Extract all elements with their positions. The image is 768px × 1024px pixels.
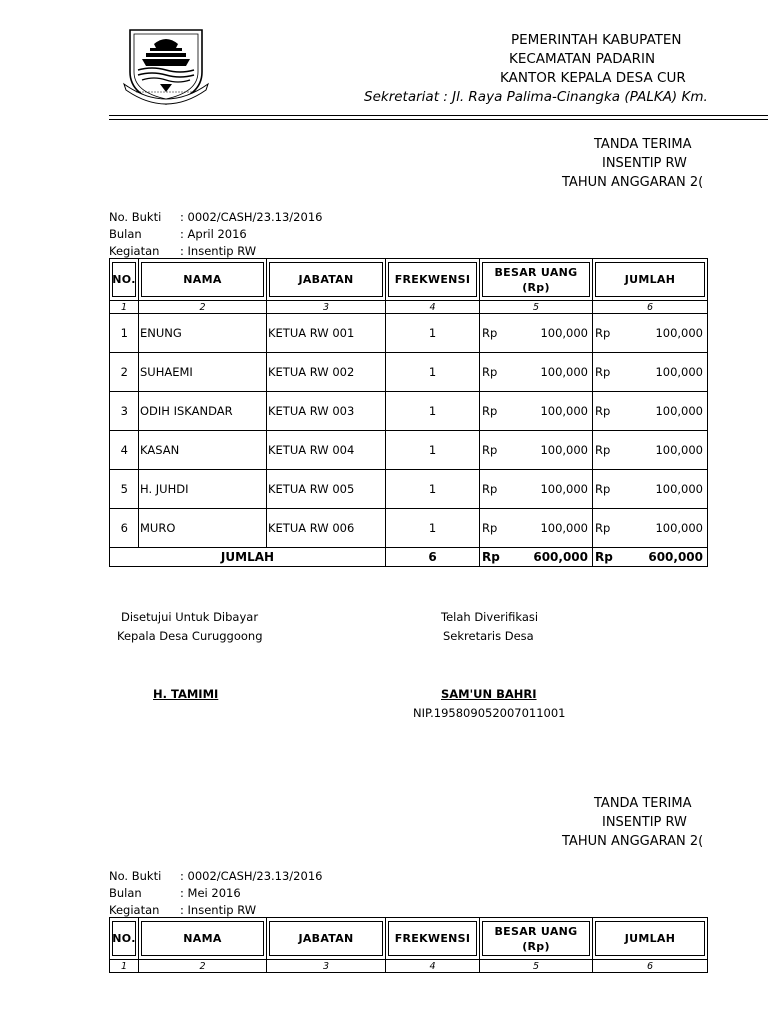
currency-label: Rp: [482, 365, 498, 379]
column-index: 5: [480, 301, 593, 314]
cell-jumlah: [593, 470, 708, 509]
column-header-jumlah: JUMLAH: [593, 259, 708, 301]
cell-besar-uang: [480, 431, 593, 470]
meta-value-kegiatan: : Insentip RW: [180, 244, 257, 258]
total-label: JUMLAH: [110, 548, 386, 567]
column-header-jabatan: JABATAN: [267, 259, 386, 301]
approver-name: H. TAMIMI: [153, 687, 219, 701]
amount-value: 600,000: [533, 550, 588, 564]
column-index: 3: [267, 960, 386, 973]
receipt-title: TANDA TERIMA: [594, 137, 692, 152]
currency-label: Rp: [482, 550, 500, 564]
cell-no: 1: [110, 314, 139, 353]
amount-value: 600,000: [648, 550, 703, 564]
column-header-besar-uang: BESAR UANG (Rp): [480, 918, 593, 960]
meta-label-no-bukti: No. Bukti: [109, 869, 162, 883]
currency-label: Rp: [595, 365, 611, 379]
currency-label: Rp: [595, 482, 611, 496]
verification-label: Telah Diverifikasi: [441, 610, 539, 624]
amount-value: 100,000: [540, 443, 588, 457]
verifier-name: SAM'UN BAHRI: [441, 687, 537, 701]
currency-label: Rp: [595, 550, 613, 564]
header-government: PEMERINTAH KABUPATEN: [511, 32, 682, 48]
cell-nama: KASAN: [139, 431, 267, 470]
verifier-nip: NIP.195809052007011001: [413, 706, 566, 720]
meta-value-no-bukti: : 0002/CASH/23.13/2016: [180, 869, 323, 883]
column-index: 3: [267, 301, 386, 314]
header-office: KANTOR KEPALA DESA CUR: [500, 70, 686, 86]
column-header-no: NO.: [110, 259, 139, 301]
cell-besar-uang: [480, 509, 593, 548]
receipt-subtitle: INSENTIP RW: [602, 156, 687, 171]
amount-value: 100,000: [655, 365, 703, 379]
cell-jumlah: [593, 353, 708, 392]
total-jumlah: [593, 548, 708, 567]
column-index: 4: [386, 301, 480, 314]
meta-label-no-bukti: No. Bukti: [109, 210, 162, 224]
column-index: 2: [139, 960, 267, 973]
currency-label: Rp: [482, 521, 498, 535]
cell-nama: ODIH ISKANDAR: [139, 392, 267, 431]
cell-no: 6: [110, 509, 139, 548]
header-rule-thick: [109, 115, 768, 116]
table-row: [110, 470, 708, 509]
cell-jabatan: KETUA RW 002: [267, 353, 386, 392]
currency-label: Rp: [595, 521, 611, 535]
cell-besar-uang: [480, 392, 593, 431]
meta-label-kegiatan: Kegiatan: [109, 903, 160, 917]
currency-label: Rp: [482, 482, 498, 496]
verifier-title: Sekretaris Desa: [443, 629, 534, 643]
amount-value: 100,000: [540, 365, 588, 379]
meta-value-bulan: : April 2016: [180, 227, 247, 241]
total-besar-uang: [480, 548, 593, 567]
receipt-subtitle: INSENTIP RW: [602, 815, 687, 830]
receipt-title: TANDA TERIMA: [594, 796, 692, 811]
meta-label-bulan: Bulan: [109, 886, 142, 900]
meta-value-bulan: : Mei 2016: [180, 886, 241, 900]
column-index: 1: [110, 301, 139, 314]
cell-besar-uang: [480, 314, 593, 353]
cell-frekwensi: 1: [386, 353, 480, 392]
total-row: [110, 548, 708, 567]
cell-frekwensi: 1: [386, 431, 480, 470]
cell-no: 5: [110, 470, 139, 509]
table-row: [110, 353, 708, 392]
column-index: 6: [593, 301, 708, 314]
meta-label-kegiatan: Kegiatan: [109, 244, 160, 258]
table-row: [110, 509, 708, 548]
header-district: KECAMATAN PADARIN: [509, 51, 656, 67]
column-index: 6: [593, 960, 708, 973]
receipt-year: TAHUN ANGGARAN 2(: [562, 834, 704, 849]
amount-value: 100,000: [655, 443, 703, 457]
amount-value: 100,000: [540, 521, 588, 535]
column-index-row: [110, 301, 708, 314]
column-header-no: NO.: [110, 918, 139, 960]
column-index: 1: [110, 960, 139, 973]
table-row: [110, 392, 708, 431]
currency-label: Rp: [482, 443, 498, 457]
currency-label: Rp: [595, 404, 611, 418]
column-index-row: [110, 960, 708, 973]
column-header-nama: NAMA: [139, 259, 267, 301]
cell-frekwensi: 1: [386, 314, 480, 353]
column-header-frekwensi: FREKWENSI: [386, 918, 480, 960]
currency-label: Rp: [482, 326, 498, 340]
currency-label: Rp: [595, 326, 611, 340]
cell-frekwensi: 1: [386, 509, 480, 548]
cell-jabatan: KETUA RW 001: [267, 314, 386, 353]
cell-frekwensi: 1: [386, 470, 480, 509]
meta-value-no-bukti: : 0002/CASH/23.13/2016: [180, 210, 323, 224]
column-header-jabatan: JABATAN: [267, 918, 386, 960]
meta-value-kegiatan: : Insentip RW: [180, 903, 257, 917]
cell-jabatan: KETUA RW 005: [267, 470, 386, 509]
column-header-nama: NAMA: [139, 918, 267, 960]
column-header-jumlah: JUMLAH: [593, 918, 708, 960]
cell-jabatan: KETUA RW 004: [267, 431, 386, 470]
regency-logo: [122, 26, 210, 106]
receipt-table: [109, 917, 708, 973]
column-index: 4: [386, 960, 480, 973]
receipt-year: TAHUN ANGGARAN 2(: [562, 175, 704, 190]
column-index: 2: [139, 301, 267, 314]
cell-nama: H. JUHDI: [139, 470, 267, 509]
cell-jabatan: KETUA RW 006: [267, 509, 386, 548]
cell-jabatan: KETUA RW 003: [267, 392, 386, 431]
currency-label: Rp: [482, 404, 498, 418]
currency-label: Rp: [595, 443, 611, 457]
cell-no: 4: [110, 431, 139, 470]
table-row: [110, 314, 708, 353]
cell-besar-uang: [480, 470, 593, 509]
column-index: 5: [480, 960, 593, 973]
table-row: [110, 431, 708, 470]
cell-nama: ENUNG: [139, 314, 267, 353]
cell-jumlah: [593, 392, 708, 431]
header-rule-thin: [109, 119, 768, 120]
amount-value: 100,000: [655, 521, 703, 535]
cell-nama: SUHAEMI: [139, 353, 267, 392]
amount-value: 100,000: [540, 326, 588, 340]
approver-title: Kepala Desa Curuggoong: [117, 629, 263, 643]
column-header-besar-uang: BESAR UANG (Rp): [480, 259, 593, 301]
amount-value: 100,000: [540, 404, 588, 418]
cell-nama: MURO: [139, 509, 267, 548]
cell-frekwensi: 1: [386, 392, 480, 431]
cell-no: 2: [110, 353, 139, 392]
cell-no: 3: [110, 392, 139, 431]
approval-label: Disetujui Untuk Dibayar: [121, 610, 259, 624]
receipt-table: [109, 258, 708, 567]
cell-besar-uang: [480, 353, 593, 392]
cell-jumlah: [593, 509, 708, 548]
cell-jumlah: [593, 431, 708, 470]
cell-jumlah: [593, 314, 708, 353]
total-frekwensi: 6: [386, 548, 480, 567]
amount-value: 100,000: [540, 482, 588, 496]
meta-label-bulan: Bulan: [109, 227, 142, 241]
amount-value: 100,000: [655, 482, 703, 496]
column-header-frekwensi: FREKWENSI: [386, 259, 480, 301]
amount-value: 100,000: [655, 404, 703, 418]
header-address: Sekretariat : Jl. Raya Palima-Cinangka (PALKA) Km.: [364, 89, 708, 105]
amount-value: 100,000: [655, 326, 703, 340]
